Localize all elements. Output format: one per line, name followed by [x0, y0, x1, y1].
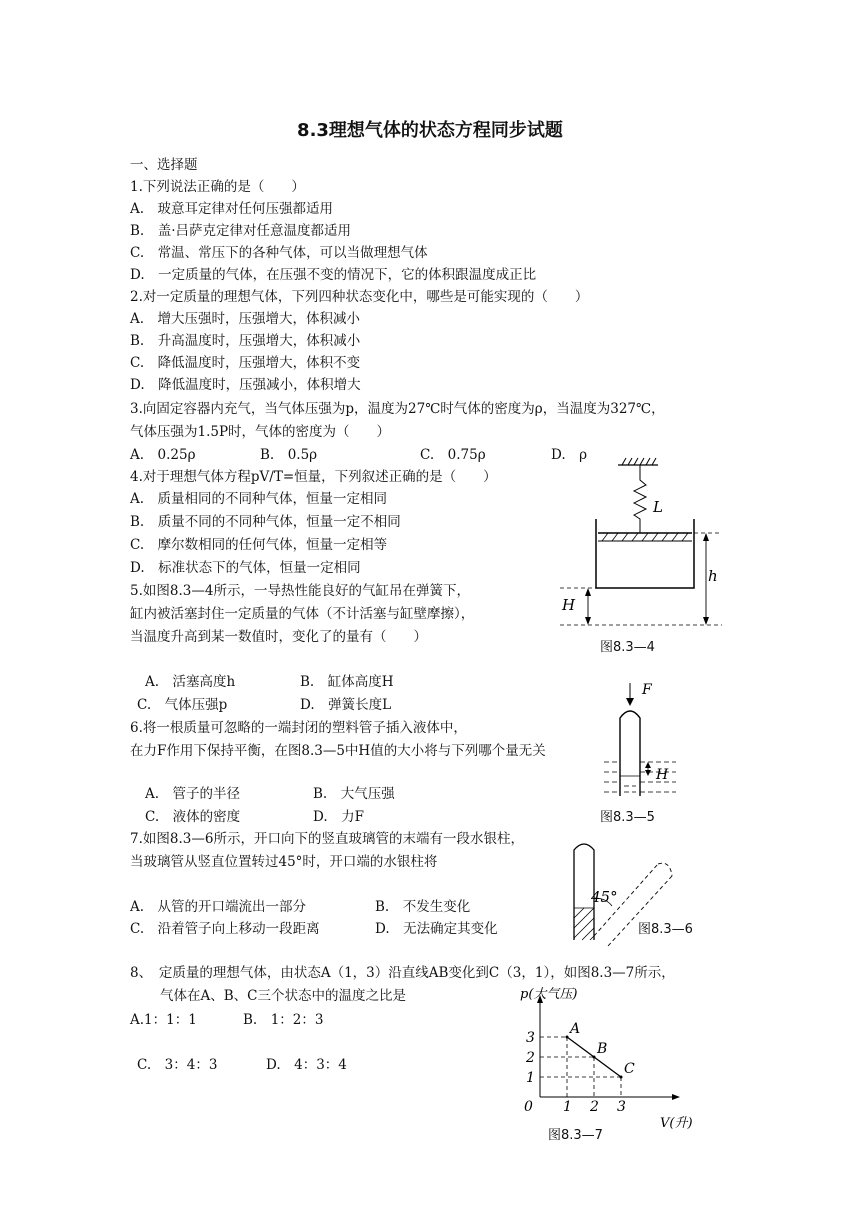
fig4-label-h: h — [708, 567, 718, 585]
x-tick-label: 1 — [563, 1099, 572, 1115]
state-label-c: C — [624, 1061, 635, 1077]
q7-option-c: C. 沿着管子向上移动一段距离 — [130, 921, 320, 937]
fig7-caption: 图8.3—7 — [548, 1128, 603, 1143]
figure-8-3-4 — [560, 455, 740, 645]
p-axis-label: p(大气压) — [520, 987, 578, 1002]
q3-option-d: D. ρ — [551, 447, 588, 463]
q8-option-b: B. 1：2：3 — [243, 1012, 324, 1028]
q6-option-a: A. 管子的半径 — [145, 786, 241, 802]
fig4-label-L: L — [653, 498, 663, 516]
q2-option-d: D. 降低温度时，压强减小，体积增大 — [130, 377, 361, 393]
state-label-a: A — [570, 1021, 581, 1037]
q3-option-c: C. 0.75ρ — [420, 447, 486, 463]
q3-option-b: B. 0.5ρ — [260, 447, 318, 463]
q6-option-c: C. 液体的密度 — [145, 809, 241, 825]
q6-stem-line2: 在力F作用下保持平衡，在图8.3—5中H值的大小将与下列哪个量无关 — [130, 743, 546, 759]
q4-option-a: A. 质量相同的不同种气体，恒量一定相同 — [130, 491, 388, 507]
q4-option-c: C. 摩尔数相同的任何气体，恒量一定相等 — [130, 537, 388, 553]
figure-8-3-7 — [512, 986, 722, 1136]
q1-option-c: C. 常温、常压下的各种气体，可以当做理想气体 — [130, 245, 428, 261]
state-label-b: B — [597, 1041, 608, 1057]
y-tick-label: 3 — [526, 1030, 535, 1046]
origin-label: 0 — [524, 1099, 533, 1115]
fig5-label-H: H — [656, 767, 669, 783]
q5-option-d: D. 弹簧长度L — [300, 697, 392, 713]
q5-stem-line3: 当温度升高到某一数值时，变化了的量有（ ） — [130, 629, 427, 645]
x-tick-label: 3 — [617, 1099, 626, 1115]
q6-stem-line1: 6.将一根质量可忽略的一端封闭的塑料管子插入液体中， — [130, 720, 467, 736]
x-tick-label: 2 — [590, 1099, 599, 1115]
q8-option-c: C. 3：4：3 — [137, 1057, 218, 1073]
q7-option-b: B. 不发生变化 — [375, 899, 471, 915]
q6-option-d: D. 力F — [313, 809, 365, 825]
fig5-label-F: F — [642, 682, 652, 698]
q8-stem-line2: 气体在A、B、C三个状态中的温度之比是 — [160, 988, 406, 1004]
q8-option-d: D. 4：3：4 — [266, 1057, 347, 1073]
q7-stem-line2: 当玻璃管从竖直位置转过45°时，开口端的水银柱将 — [130, 854, 438, 870]
q4-option-b: B. 质量不同的不同种气体，恒量一定不相同 — [130, 514, 401, 530]
q3-stem-line2: 气体压强为1.5P时，气体的密度为（ ） — [130, 424, 391, 440]
q3-stem-line1: 3.向固定容器内充气，当气体压强为p，温度为27℃时气体的密度为ρ，当温度为327℃， — [130, 401, 665, 417]
page-title: 8.3理想气体的状态方程同步试题 — [297, 120, 563, 141]
fig6-angle-label: 45° — [591, 888, 618, 906]
q5-stem-line2: 缸内被活塞封住一定质量的气体（不计活塞与缸壁摩擦）， — [130, 606, 475, 622]
q2-option-c: C. 降低温度时，压强增大，体积不变 — [130, 355, 361, 371]
fig4-label-H: H — [562, 596, 576, 614]
q6-option-b: B. 大气压强 — [313, 786, 395, 802]
section-heading: 一、选择题 — [130, 157, 198, 173]
q1-option-d: D. 一定质量的气体，在压强不变的情况下，它的体积跟温度成正比 — [130, 267, 537, 283]
q7-stem-line1: 7.如图8.3—6所示，开口向下的竖直玻璃管的末端有一段水银柱， — [130, 831, 524, 847]
q4-stem: 4.对于理想气体方程pV/T=恒量，下列叙述正确的是（ ） — [130, 469, 497, 485]
q8-option-a: A.1：1：1 — [130, 1012, 197, 1028]
q5-stem-line1: 5.如图8.3—4所示，一导热性能良好的气缸吊在弹簧下， — [130, 583, 470, 599]
q4-option-d: D. 标准状态下的气体，恒量一定相同 — [130, 560, 361, 576]
q7-option-d: D. 无法确定其变化 — [375, 921, 498, 937]
q2-stem: 2.对一定质量的理想气体，下列四种状态变化中，哪些是可能实现的（ ） — [130, 289, 589, 305]
v-axis-arrow — [672, 1094, 680, 1100]
q2-option-a: A. 增大压强时，压强增大，体积减小 — [130, 311, 361, 327]
q2-option-b: B. 升高温度时，压强增大，体积减小 — [130, 333, 361, 349]
q3-option-a: A. 0.25ρ — [130, 447, 196, 463]
q7-option-a: A. 从管的开口端流出一部分 — [130, 899, 307, 915]
y-tick-label: 2 — [526, 1050, 535, 1066]
q1-option-b: B. 盖·吕萨克定律对任意温度都适用 — [130, 223, 352, 239]
fig6-caption: 图8.3—6 — [638, 922, 693, 937]
v-axis-label: V(升) — [660, 1116, 693, 1131]
q1-option-a: A. 玻意耳定律对任何压强都适用 — [130, 201, 334, 217]
state-point-b — [593, 1056, 596, 1059]
fig5-caption: 图8.3—5 — [600, 810, 655, 825]
state-point-c — [620, 1076, 623, 1079]
q8-stem-line1: 8、 定质量的理想气体，由状态A（1，3）沿直线AB变化到C（3，1），如图8.3—7所示， — [130, 965, 675, 981]
q5-option-a: A. 活塞高度h — [145, 674, 236, 690]
state-point-a — [566, 1036, 569, 1039]
y-tick-label: 1 — [526, 1070, 535, 1086]
figure-8-3-5 — [596, 678, 686, 806]
q5-option-c: C. 气体压强p — [137, 697, 228, 713]
q1-stem: 1.下列说法正确的是（ ） — [130, 179, 305, 195]
fig4-caption: 图8.3—4 — [600, 640, 655, 655]
q5-option-b: B. 缸体高度H — [300, 674, 394, 690]
